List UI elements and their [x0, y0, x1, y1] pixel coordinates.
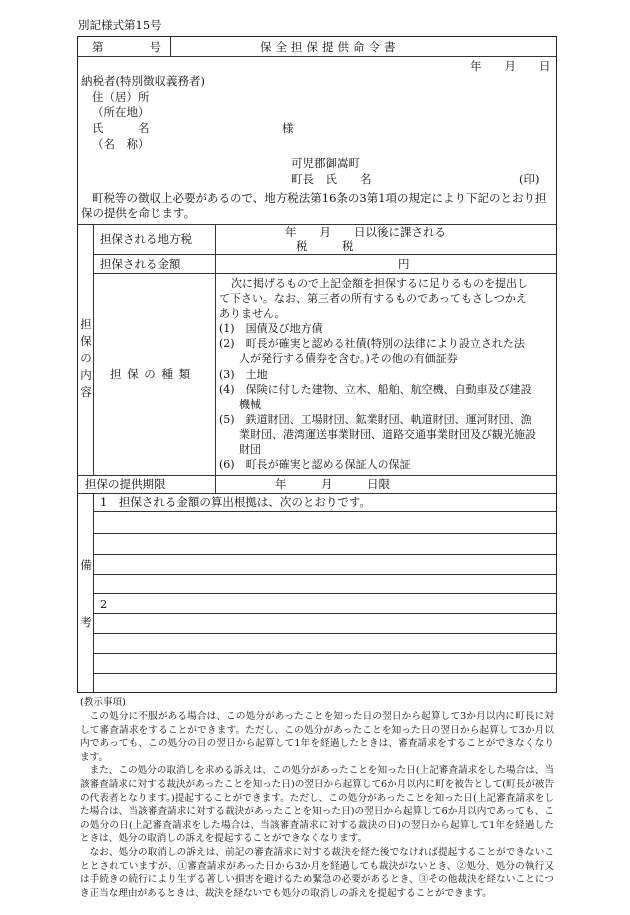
remarks-line	[93, 574, 557, 575]
kind-line: ありません。	[219, 307, 286, 321]
remarks-side-label-2: 考	[80, 615, 92, 629]
remarks-line-2: 2	[100, 597, 108, 611]
kind-line: 機械	[239, 397, 261, 411]
taxpayer-address: 住（居）所	[92, 90, 150, 104]
taxpayer-company-name: （名 称）	[92, 137, 150, 151]
remarks-line	[93, 653, 557, 654]
notice-title: (教示事項)	[80, 697, 126, 708]
deadline-label: 担保の提供期限	[85, 477, 166, 491]
taxpayer-name: 氏 名	[92, 121, 150, 135]
kind-line: (5) 鉄道財団、工場財団、鉱業財団、軌道財団、運河財団、漁	[219, 412, 532, 426]
deadline-value: 年 月 日限	[275, 477, 390, 491]
header-divider	[77, 56, 557, 57]
kind-label: 担 保 の 種 類	[110, 367, 192, 381]
kind-line: (3) 土地	[219, 367, 268, 381]
issue-date: 年 月 日	[470, 59, 551, 73]
security-label-vline	[215, 224, 216, 493]
remarks-line	[93, 613, 557, 614]
header-vline	[170, 36, 171, 56]
notice-paragraph: この処分に不服がある場合は、この処分があったことを知った日の翌日から起算して3か月以内に町長に対して審査請求をすることができます。ただし、この処分があったことを知った日の翌日から起算して3か月以内であっても、この処分の日の翌日から起算して1年を経過したときは、審査請求をすることができなくなります。	[80, 711, 554, 763]
kind-line: 業財団、港湾運送事業財団、道路交通事業財団及び観光施設	[239, 427, 536, 441]
kind-list	[219, 276, 555, 472]
kind-line: (1) 国債及び地方債	[219, 322, 323, 336]
issuer-mayor: 町長 氏 名	[291, 172, 372, 186]
taxpayer-location: （所在地）	[92, 105, 150, 119]
remarks-line	[93, 533, 557, 534]
remarks-line	[93, 511, 557, 512]
security-side-label: 担 保 の 内 容	[80, 317, 92, 399]
mayor-seal: (印)	[519, 172, 540, 186]
intro-line-1: 町税等の徴収上必要があるので、地方税法第16条の3第1項の規定により下記のとおり担	[92, 191, 547, 205]
remarks-line	[93, 554, 557, 555]
form-id: 別記様式第15号	[78, 18, 162, 32]
notice-paragraph: なお、処分の取消しの訴えは、前記の審査請求に対する裁決を経た後でなければ提起することができないこととされていますが、①審査請求があった日から3か月を経過しても裁決がないとき、②処分、処分の執行又は手続きの続行により生ずる著しい損害を避けるため緊急の必要があるとき、③その他裁決を経ないことにつき正当な理由があるときは、裁決を経ないでも処分の取消しの訴えを提起することができます。	[80, 846, 554, 899]
kind-line: て下さい。なお、第三者の所有するものであってもさしつかえ	[219, 292, 527, 306]
notice-paragraph: また、この処分の取消しを求める訴えは、この処分があったことを知った日(上記審査請求をした場合は、当該審査請求に対する裁決があったことを知った日)の翌日から起算して6か月以内に町を被告として(町長が被告の代表者となります。)提起することができます。ただし、この処分があったことを知った日(上記審査請求をした場合は、当該審査請求に対する裁決があったことを知った日)の翌日から起算して6か月以内であっても、この処分の日(上記審査請求をした場合は、当該審査請求に対する裁決の日)の翌日から起算して1年を経過したときは、処分の取消しの訴えを提起することができなくなります。	[80, 765, 554, 845]
page-title: 保全担保提供命令書	[260, 40, 400, 54]
deadline-row-bottom	[77, 493, 557, 494]
issuer-town: 可児郡御嵩町	[291, 156, 360, 170]
amount-label: 担保される金額	[100, 257, 181, 271]
kind-line: (4) 保険に付した建物、立木、船舶、航空機、自動車及び建設	[219, 382, 532, 396]
kind-line: 人が発行する債券を含む。)その他の有価証券	[239, 352, 458, 366]
notice-body	[80, 710, 554, 900]
remarks-line	[93, 633, 557, 634]
remarks-line	[93, 593, 557, 594]
tax-row-bottom	[93, 254, 557, 255]
remarks-line-1: 1 担保される金額の算出根拠は、次のとおりです。	[100, 495, 371, 509]
security-side-vline	[93, 224, 94, 475]
tax-value-1: 年 月 日以後に課される	[285, 225, 446, 239]
kind-line: 次に掲げるもので上記金額を担保するに足りるものを提出し	[231, 277, 528, 290]
honorific: 様	[282, 121, 294, 135]
kind-row-bottom	[77, 475, 557, 476]
kind-line: 財団	[239, 443, 261, 457]
tax-label: 担保される地方税	[100, 232, 192, 246]
taxpayer-label: 納税者(特別徴収義務者)	[81, 74, 205, 88]
amount-value: 円	[398, 257, 410, 271]
amount-row-bottom	[93, 273, 557, 274]
number-label: 第 号	[92, 40, 161, 54]
intro-line-2: 保の提供を命じます。	[81, 206, 196, 220]
remarks-line	[93, 673, 557, 674]
remarks-side-label-1: 備	[80, 558, 92, 572]
tax-value-2: 税 税	[296, 239, 354, 253]
kind-line: (2) 町長が確実と認める社債(特別の法律により設立された法	[219, 337, 525, 351]
kind-line: (6) 町長が確実と認める保証人の保証	[219, 458, 411, 472]
